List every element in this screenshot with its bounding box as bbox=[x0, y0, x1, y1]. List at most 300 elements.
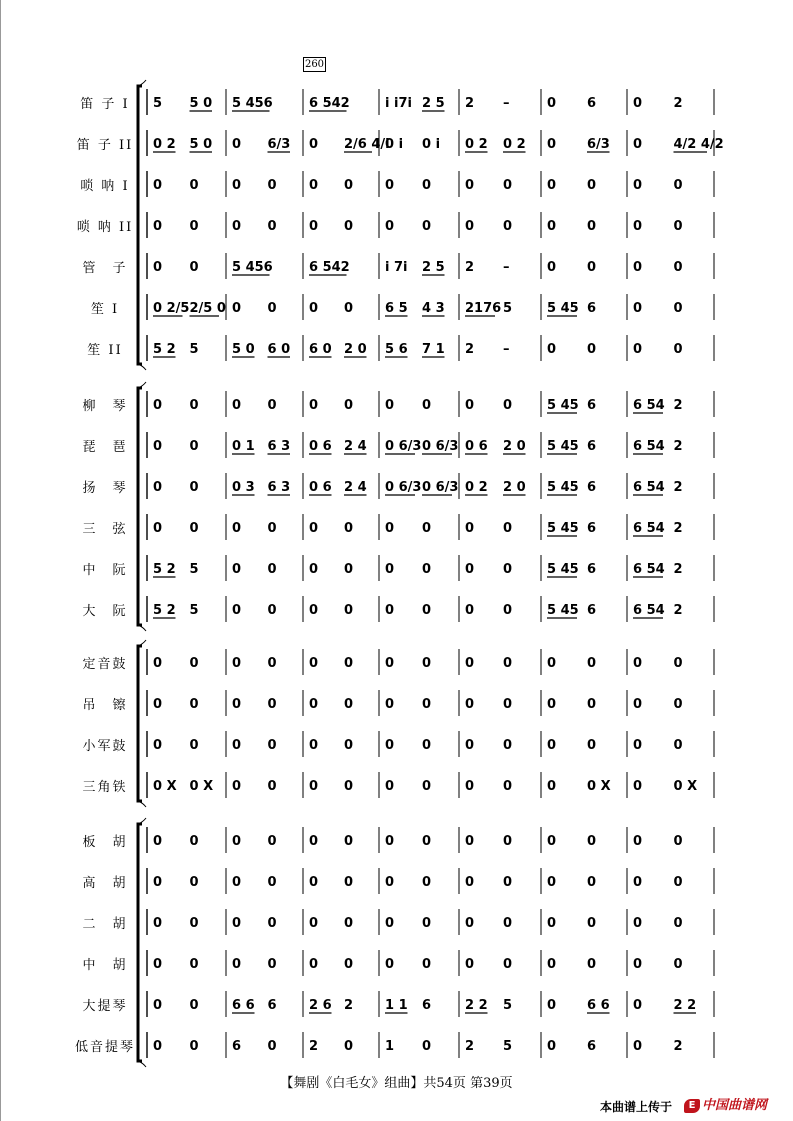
beat-notation: 0 bbox=[232, 178, 242, 193]
beat-notation: 0 bbox=[503, 875, 513, 890]
page-footer: 【舞剧《白毛女》组曲】共54页 第39页 bbox=[280, 1076, 513, 1091]
beat-notation: 0 bbox=[267, 656, 277, 671]
beat-notation: 0 bbox=[673, 875, 683, 890]
beat-notation: 0 bbox=[503, 916, 513, 931]
beat-notation: 0 bbox=[344, 562, 354, 577]
beat-notation: 0 bbox=[422, 697, 432, 712]
instrument-label: 二 胡 bbox=[82, 917, 128, 932]
beat-notation: 0 bbox=[153, 521, 163, 536]
beat-notation: 0 bbox=[344, 738, 354, 753]
beat-notation: 6 3 bbox=[267, 480, 291, 495]
beat-notation: 0 bbox=[267, 697, 277, 712]
beat-notation: 0 bbox=[153, 1039, 163, 1054]
beat-notation: 0 bbox=[503, 398, 513, 413]
beat-notation: 0 bbox=[547, 1039, 557, 1054]
beat-notation: 0 bbox=[309, 738, 319, 753]
beat-notation: 6 54 bbox=[633, 480, 665, 495]
beat-notation: 0 bbox=[633, 137, 643, 152]
instrument-label: 定音鼓 bbox=[82, 657, 128, 672]
beat-notation: 0 bbox=[344, 697, 354, 712]
beat-notation: 0 bbox=[587, 697, 597, 712]
instrument-label: 高 胡 bbox=[82, 876, 128, 891]
beat-notation: 0 bbox=[547, 219, 557, 234]
beat-notation: 0 bbox=[344, 875, 354, 890]
beat-notation: 0 bbox=[587, 875, 597, 890]
beat-notation: 0 bbox=[422, 875, 432, 890]
beat-notation: 0 bbox=[189, 834, 199, 849]
beat-notation: 5 45 bbox=[547, 480, 579, 495]
beat-notation: 2 4 bbox=[344, 439, 367, 454]
beat-notation: 6 bbox=[587, 603, 597, 618]
beat-notation: 0 bbox=[547, 656, 557, 671]
beat-notation: 2/5 0 bbox=[189, 301, 226, 316]
beat-notation: 0 6/3 bbox=[385, 480, 422, 495]
beat-notation: 0 bbox=[189, 957, 199, 972]
beat-notation: 0 X bbox=[673, 779, 698, 794]
beat-notation: 0 bbox=[267, 178, 277, 193]
beat-notation: 0 bbox=[673, 656, 683, 671]
instrument-label: 小军鼓 bbox=[82, 739, 128, 754]
beat-notation: 0 2 bbox=[153, 137, 176, 152]
beat-notation: 0 bbox=[547, 137, 557, 152]
beat-notation: 0 bbox=[503, 834, 513, 849]
beat-notation: 0 bbox=[503, 738, 513, 753]
beat-notation: 0 bbox=[465, 562, 475, 577]
beat-notation: 0 bbox=[422, 521, 432, 536]
beat-notation: 0 bbox=[189, 219, 199, 234]
beat-notation: 1 bbox=[385, 1039, 395, 1054]
beat-notation: 2 bbox=[673, 96, 683, 111]
beat-notation: 0 bbox=[232, 219, 242, 234]
beat-notation: 2 bbox=[673, 521, 683, 536]
beat-notation: 0 bbox=[673, 697, 683, 712]
beat-notation: 0 bbox=[189, 656, 199, 671]
beat-notation: 0 bbox=[309, 697, 319, 712]
instrument-label: 低音提琴 bbox=[74, 1040, 135, 1055]
beat-notation: 0 bbox=[309, 875, 319, 890]
beat-notation: 0 bbox=[587, 178, 597, 193]
beat-notation: 0 bbox=[344, 398, 354, 413]
beat-notation: 0 bbox=[309, 521, 319, 536]
logo-text: 中国曲谱网 bbox=[702, 1098, 768, 1113]
beat-notation: 0 bbox=[153, 875, 163, 890]
beat-notation: 0 bbox=[153, 178, 163, 193]
beat-notation: 0 bbox=[547, 998, 557, 1013]
logo-mark-icon: E bbox=[684, 1099, 700, 1113]
beat-notation: 0 bbox=[587, 916, 597, 931]
beat-notation: 0 bbox=[547, 957, 557, 972]
beat-notation: 0 bbox=[503, 178, 513, 193]
beat-notation: 0 i bbox=[385, 137, 404, 152]
beat-notation: 0 bbox=[673, 957, 683, 972]
beat-notation: 0 bbox=[587, 219, 597, 234]
beat-notation: 0 bbox=[385, 562, 395, 577]
beat-notation: 0 bbox=[189, 480, 199, 495]
beat-notation: 0 bbox=[232, 137, 242, 152]
beat-notation: 0 i bbox=[422, 137, 441, 152]
beat-notation: 2/6 4/i bbox=[344, 137, 390, 152]
instrument-label: 大提琴 bbox=[82, 999, 128, 1014]
beat-notation: 0 bbox=[267, 916, 277, 931]
beat-notation: 2 0 bbox=[503, 480, 526, 495]
beat-notation: 0 bbox=[385, 178, 395, 193]
beat-notation: 0 bbox=[385, 603, 395, 618]
beat-notation: 0 bbox=[189, 178, 199, 193]
beat-notation: 0 bbox=[422, 916, 432, 931]
beat-notation: 0 bbox=[153, 219, 163, 234]
instrument-label: 琵 琶 bbox=[82, 440, 128, 455]
beat-notation: 5 bbox=[503, 998, 513, 1013]
beat-notation: 6 bbox=[232, 1039, 242, 1054]
beat-notation: 0 bbox=[385, 219, 395, 234]
beat-notation: 0 bbox=[232, 738, 242, 753]
beat-notation: 6 0 bbox=[267, 342, 291, 357]
beat-notation: 0 bbox=[232, 875, 242, 890]
beat-notation: 5 bbox=[189, 603, 199, 618]
beat-notation: 6 bbox=[587, 301, 597, 316]
beat-notation: 0 bbox=[503, 521, 513, 536]
beat-notation: 0 bbox=[385, 916, 395, 931]
beat-notation: 0 bbox=[344, 779, 354, 794]
beat-notation: 0 bbox=[232, 521, 242, 536]
instrument-label: 三角铁 bbox=[82, 780, 128, 795]
beat-notation: 0 bbox=[267, 875, 277, 890]
beat-notation: 2 6 bbox=[309, 998, 332, 1013]
beat-notation: 6 bbox=[267, 998, 277, 1013]
beat-notation: 0 bbox=[465, 875, 475, 890]
beat-notation: 0 bbox=[309, 178, 319, 193]
beat-notation: 2 bbox=[465, 96, 475, 111]
beat-notation: 2 0 bbox=[503, 439, 526, 454]
beat-notation: 6 bbox=[587, 439, 597, 454]
beat-notation: 0 bbox=[267, 738, 277, 753]
beat-notation: 0 bbox=[547, 260, 557, 275]
beat-notation: 2 bbox=[309, 1039, 319, 1054]
beat-notation: 6 6 bbox=[232, 998, 255, 1013]
beat-notation: 0 bbox=[547, 178, 557, 193]
beat-notation: 6 542 bbox=[309, 96, 350, 111]
beat-notation: 0 bbox=[422, 562, 432, 577]
beat-notation: 0 bbox=[267, 1039, 277, 1054]
beat-notation: 6 54 bbox=[633, 398, 665, 413]
beat-notation: 0 bbox=[385, 834, 395, 849]
beat-notation: 2 bbox=[344, 998, 354, 1013]
beat-notation: 0 6 bbox=[465, 439, 488, 454]
beat-notation: 0 bbox=[587, 260, 597, 275]
beat-notation: 0 bbox=[153, 738, 163, 753]
beat-notation: 0 bbox=[465, 521, 475, 536]
beat-notation: 0 3 bbox=[232, 480, 255, 495]
beat-notation: 0 bbox=[153, 998, 163, 1013]
beat-notation: 6 542 bbox=[309, 260, 350, 275]
instrument-label: 柳 琴 bbox=[82, 399, 128, 414]
beat-notation: 0 bbox=[385, 875, 395, 890]
beat-notation: 0 bbox=[153, 656, 163, 671]
beat-notation: 0 bbox=[422, 656, 432, 671]
beat-notation: 0 bbox=[267, 219, 277, 234]
beat-notation: 0 bbox=[344, 1039, 354, 1054]
beat-notation: 2 bbox=[465, 260, 475, 275]
beat-notation: 0 bbox=[267, 834, 277, 849]
beat-notation: 0 bbox=[385, 398, 395, 413]
beat-notation: 6 54 bbox=[633, 603, 665, 618]
beat-notation: 0 6 bbox=[309, 480, 332, 495]
beat-notation: 7 1 bbox=[422, 342, 445, 357]
beat-notation: 0 6 bbox=[309, 439, 332, 454]
beat-notation: 0 bbox=[465, 219, 475, 234]
beat-notation: 2 bbox=[673, 398, 683, 413]
beat-notation: 0 bbox=[309, 398, 319, 413]
beat-notation: 0 bbox=[189, 398, 199, 413]
beat-notation: 6 5 bbox=[385, 301, 408, 316]
beat-notation: 0 bbox=[153, 916, 163, 931]
beat-notation: i 7i bbox=[385, 260, 408, 275]
beat-notation: 0 bbox=[309, 562, 319, 577]
beat-notation: 2 0 bbox=[344, 342, 367, 357]
beat-notation: 0 bbox=[232, 779, 242, 794]
beat-notation: 0 bbox=[503, 957, 513, 972]
beat-notation: 0 bbox=[673, 916, 683, 931]
beat-notation: 0 bbox=[587, 342, 597, 357]
beat-notation: 0 1 bbox=[232, 439, 255, 454]
beat-notation: 2 2 bbox=[673, 998, 697, 1013]
beat-notation: 0 bbox=[503, 656, 513, 671]
beat-notation: 0 bbox=[309, 656, 319, 671]
beat-notation: 5 bbox=[189, 562, 199, 577]
beat-notation: 5 bbox=[153, 96, 163, 111]
beat-notation: 0 bbox=[547, 834, 557, 849]
beat-notation: 0 bbox=[344, 219, 354, 234]
beat-notation: 0 bbox=[153, 398, 163, 413]
beat-notation: 5 6 bbox=[385, 342, 408, 357]
beat-notation: 0 bbox=[309, 301, 319, 316]
beat-notation: 0 bbox=[465, 916, 475, 931]
beat-notation: 0 X bbox=[587, 779, 611, 794]
beat-notation: 0 bbox=[344, 957, 354, 972]
beat-notation: 0 bbox=[673, 178, 683, 193]
beat-notation: 0 bbox=[633, 301, 643, 316]
instrument-label: 笛 子 II bbox=[76, 138, 134, 153]
beat-notation: 6 bbox=[587, 1039, 597, 1054]
instrument-label: 笙 II bbox=[87, 343, 123, 358]
beat-notation: 6/3 bbox=[587, 137, 610, 152]
beat-notation: 2 5 bbox=[422, 96, 445, 111]
beat-notation: 0 bbox=[344, 916, 354, 931]
beat-notation: 6 54 bbox=[633, 562, 665, 577]
beat-notation: 0 bbox=[344, 603, 354, 618]
beat-notation: 5 456 bbox=[232, 260, 273, 275]
instrument-label: 三 弦 bbox=[82, 522, 128, 537]
beat-notation: 0 bbox=[587, 656, 597, 671]
beat-notation: 0 X bbox=[153, 779, 177, 794]
beat-notation: 6 bbox=[587, 562, 597, 577]
beat-notation: 0 bbox=[633, 219, 643, 234]
beat-notation: 0 bbox=[673, 219, 683, 234]
beat-notation: 5 0 bbox=[232, 342, 255, 357]
site-logo bbox=[684, 1094, 767, 1113]
beat-notation: 0 bbox=[633, 1039, 643, 1054]
beat-notation: 0 bbox=[422, 834, 432, 849]
beat-notation: 6 bbox=[587, 521, 597, 536]
beat-notation: 0 bbox=[267, 301, 277, 316]
beat-notation: 0 bbox=[267, 521, 277, 536]
beat-notation: 5 45 bbox=[547, 521, 579, 536]
beat-notation: 0 bbox=[422, 603, 432, 618]
beat-notation: 0 bbox=[465, 656, 475, 671]
beat-notation: 0 bbox=[309, 603, 319, 618]
beat-notation: 0 bbox=[673, 738, 683, 753]
rehearsal-mark: 260 bbox=[304, 59, 325, 70]
beat-notation: – bbox=[503, 96, 510, 111]
beat-notation: 0 bbox=[309, 219, 319, 234]
beat-notation: 0 bbox=[633, 178, 643, 193]
beat-notation: 0 X bbox=[189, 779, 214, 794]
beat-notation: 0 bbox=[189, 875, 199, 890]
beat-notation: 0 bbox=[267, 562, 277, 577]
beat-notation: 5 2 bbox=[153, 342, 176, 357]
beat-notation: 5 2 bbox=[153, 562, 176, 577]
beat-notation: 0 bbox=[153, 957, 163, 972]
beat-notation: 0 bbox=[465, 398, 475, 413]
beat-notation: 0 bbox=[153, 480, 163, 495]
beat-notation: 0 bbox=[633, 697, 643, 712]
beat-notation: 0 6/3 bbox=[385, 439, 422, 454]
beat-notation: 0 bbox=[422, 219, 432, 234]
beat-notation: 0 bbox=[465, 178, 475, 193]
beat-notation: 0 bbox=[673, 260, 683, 275]
beat-notation: 0 bbox=[503, 219, 513, 234]
beat-notation: 2176 bbox=[465, 301, 502, 316]
instrument-label: 笙 I bbox=[90, 302, 120, 317]
instrument-label: 扬 琴 bbox=[82, 481, 128, 496]
beat-notation: 0 bbox=[189, 916, 199, 931]
instrument-label: 笛 子 I bbox=[80, 97, 130, 112]
beat-notation: 0 bbox=[633, 916, 643, 931]
beat-notation: 0 2/5 bbox=[153, 301, 190, 316]
beat-notation: 0 bbox=[189, 738, 199, 753]
beat-notation: 0 bbox=[232, 697, 242, 712]
beat-notation: 5 bbox=[189, 342, 199, 357]
beat-notation: 5 45 bbox=[547, 398, 579, 413]
beat-notation: 0 bbox=[309, 916, 319, 931]
beat-notation: 0 bbox=[465, 697, 475, 712]
beat-notation: 0 bbox=[189, 439, 199, 454]
beat-notation: 2 bbox=[673, 439, 683, 454]
beat-notation: – bbox=[503, 260, 510, 275]
beat-notation: 0 bbox=[587, 957, 597, 972]
beat-notation: 6/3 bbox=[267, 137, 291, 152]
beat-notation: 5 456 bbox=[232, 96, 273, 111]
beat-notation: 0 bbox=[153, 439, 163, 454]
beat-notation: 0 bbox=[503, 603, 513, 618]
beat-notation: 0 bbox=[344, 178, 354, 193]
beat-notation: 6 bbox=[422, 998, 432, 1013]
beat-notation: 0 bbox=[344, 521, 354, 536]
beat-notation: 5 bbox=[503, 1039, 513, 1054]
beat-notation: 0 bbox=[153, 697, 163, 712]
beat-notation: 0 bbox=[547, 738, 557, 753]
beat-notation: 0 bbox=[633, 96, 643, 111]
instrument-label: 板 胡 bbox=[82, 835, 128, 850]
beat-notation: 0 bbox=[385, 779, 395, 794]
beat-notation: 6 bbox=[587, 96, 597, 111]
beat-notation: 0 bbox=[633, 342, 643, 357]
beat-notation: 0 bbox=[385, 697, 395, 712]
beat-notation: 0 bbox=[385, 656, 395, 671]
beat-notation: 0 bbox=[344, 656, 354, 671]
beat-notation: 0 bbox=[232, 957, 242, 972]
beat-notation: 0 2 bbox=[465, 137, 488, 152]
beat-notation: 6 54 bbox=[633, 521, 665, 536]
beat-notation: 0 bbox=[547, 697, 557, 712]
beat-notation: 0 bbox=[189, 697, 199, 712]
beat-notation: 0 6/3 bbox=[422, 439, 459, 454]
beat-notation: 2 bbox=[465, 1039, 475, 1054]
beat-notation: 0 bbox=[673, 301, 683, 316]
beat-notation: 0 bbox=[465, 779, 475, 794]
instrument-label: 管 子 bbox=[82, 261, 128, 276]
beat-notation: 2 bbox=[673, 562, 683, 577]
beat-notation: 0 bbox=[232, 916, 242, 931]
beat-notation: 0 bbox=[232, 301, 242, 316]
beat-notation: 0 bbox=[422, 957, 432, 972]
group-bracket bbox=[138, 824, 142, 1061]
beat-notation: 0 bbox=[422, 398, 432, 413]
instrument-label: 中 胡 bbox=[82, 958, 128, 973]
beat-notation: 0 bbox=[189, 1039, 199, 1054]
instrument-label: 吊 镲 bbox=[82, 698, 128, 713]
instrument-label: 唢 呐 I bbox=[80, 179, 130, 194]
beat-notation: 0 bbox=[465, 957, 475, 972]
beat-notation: 0 bbox=[385, 738, 395, 753]
beat-notation: 0 bbox=[547, 916, 557, 931]
beat-notation: 5 bbox=[503, 301, 513, 316]
beat-notation: 2 bbox=[673, 603, 683, 618]
beat-notation: 0 bbox=[267, 957, 277, 972]
beat-notation: 0 bbox=[633, 656, 643, 671]
beat-notation: 0 bbox=[385, 957, 395, 972]
beat-notation: 0 bbox=[465, 738, 475, 753]
beat-notation: 6 6 bbox=[587, 998, 610, 1013]
beat-notation: 0 bbox=[153, 834, 163, 849]
beat-notation: 0 bbox=[422, 779, 432, 794]
beat-notation: 1 1 bbox=[385, 998, 408, 1013]
beat-notation: 0 bbox=[153, 260, 163, 275]
upload-note: 本曲谱上传于 bbox=[600, 1100, 673, 1114]
beat-notation: 0 bbox=[189, 260, 199, 275]
beat-notation: 0 bbox=[465, 603, 475, 618]
beat-notation: 5 2 bbox=[153, 603, 176, 618]
beat-notation: 0 bbox=[633, 957, 643, 972]
beat-notation: 0 bbox=[633, 779, 643, 794]
beat-notation: 0 bbox=[547, 342, 557, 357]
beat-notation: 0 bbox=[344, 301, 354, 316]
beat-notation: 0 bbox=[503, 779, 513, 794]
beat-notation: 2 2 bbox=[465, 998, 488, 1013]
beat-notation: 0 2 bbox=[465, 480, 488, 495]
beat-notation: 0 bbox=[309, 137, 319, 152]
beat-notation: – bbox=[503, 342, 510, 357]
beat-notation: 0 bbox=[633, 738, 643, 753]
beat-notation: 4 3 bbox=[422, 301, 445, 316]
beat-notation: 0 bbox=[633, 834, 643, 849]
beat-notation: 0 bbox=[267, 779, 277, 794]
beat-notation: 0 bbox=[547, 779, 557, 794]
group-bracket bbox=[138, 388, 142, 625]
beat-notation: 2 5 bbox=[422, 260, 445, 275]
beat-notation: 0 bbox=[673, 342, 683, 357]
beat-notation: 0 bbox=[547, 96, 557, 111]
